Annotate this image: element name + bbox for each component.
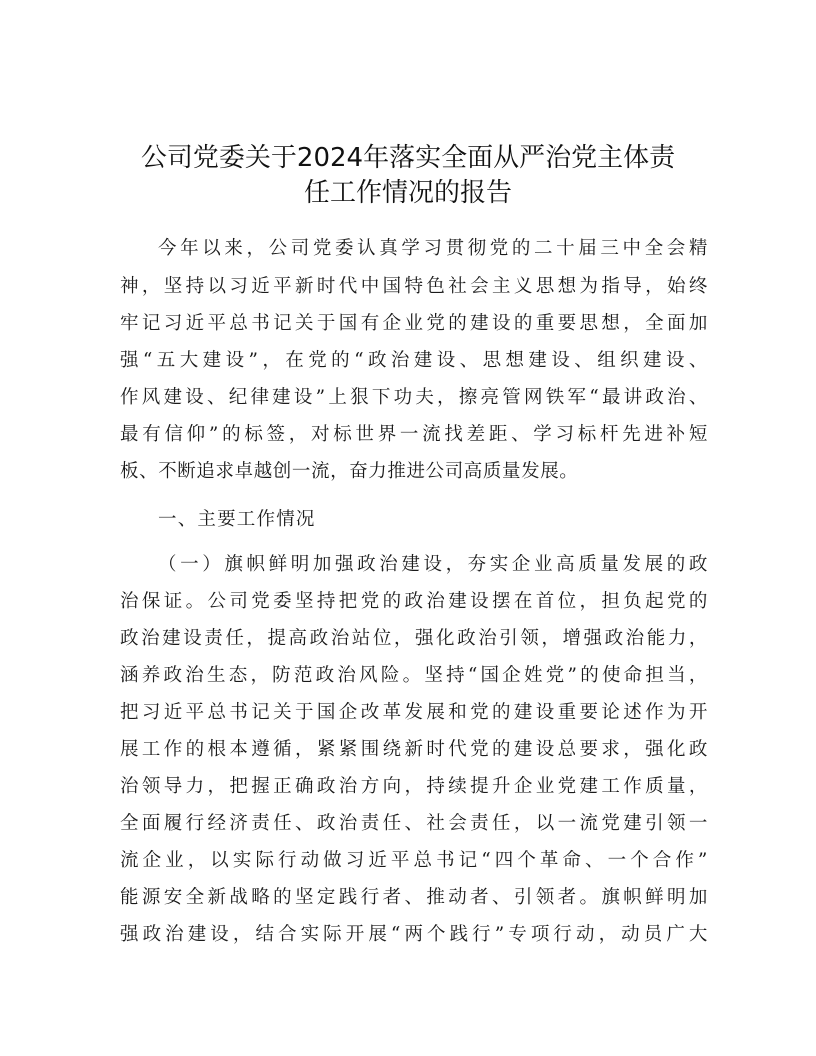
subsection-line-7: 治领导力，把握正确政治方向，持续提升企业党建工作质量， (120, 776, 708, 797)
section-heading: 一、主要工作情况 (158, 509, 316, 530)
subsection-line-3: 政治建设责任，提高政治站位，强化政治引领，增强政治能力， (120, 628, 708, 649)
subsection-line-8: 全面履行经济责任、政治责任、社会责任，以一流党建引领一 (120, 813, 708, 834)
intro-line-3: 牢记习近平总书记关于国有企业党的建设的重要思想，全面加 (120, 313, 708, 334)
subsection-line-2: 治保证。公司党委坚持把党的政治建设摆在首位，担负起党的 (120, 591, 708, 612)
subsection-line-9: 流企业，以实际行动做习近平总书记“四个革命、一个合作” (120, 850, 708, 871)
title-line-1: 公司党委关于2024年落实全面从严治党主体责 (140, 143, 676, 173)
title-line-2: 任工作情况的报告 (303, 178, 512, 208)
subsection-line-11: 强政治建设，结合实际开展“两个践行”专项行动，动员广大 (120, 924, 708, 945)
intro-line-6: 最有信仰”的标签，对标世界一流找差距、学习标杆先进补短 (120, 424, 708, 445)
subsection-line-4: 涵养政治生态，防范政治风险。坚持“国企姓党”的使命担当， (120, 665, 708, 686)
subsection-line-10: 能源安全新战略的坚定践行者、推动者、引领者。旗帜鲜明加 (120, 887, 708, 908)
intro-line-7: 板、不断追求卓越创一流，奋力推进公司高质量发展。 (120, 461, 579, 482)
intro-line-2: 神，坚持以习近平新时代中国特色社会主义思想为指导，始终 (120, 276, 708, 297)
subsection-line-6: 展工作的根本遵循，紧紧围绕新时代党的建设总要求，强化政 (120, 739, 708, 760)
intro-line-5: 作风建设、纪律建设”上狠下功夫，擦亮管网铁军“最讲政治、 (120, 387, 708, 408)
intro-line-1: 今年以来，公司党委认真学习贯彻党的二十届三中全会精 (158, 238, 708, 259)
intro-line-4: 强“五大建设”，在党的“政治建设、思想建设、组织建设、 (120, 350, 708, 371)
subsection-line-5: 把习近平总书记关于国企改革发展和党的建设重要论述作为开 (120, 702, 708, 723)
document-title (100, 141, 716, 211)
subsection-line-1: （一）旗帜鲜明加强政治建设，夯实企业高质量发展的政 (158, 554, 708, 575)
